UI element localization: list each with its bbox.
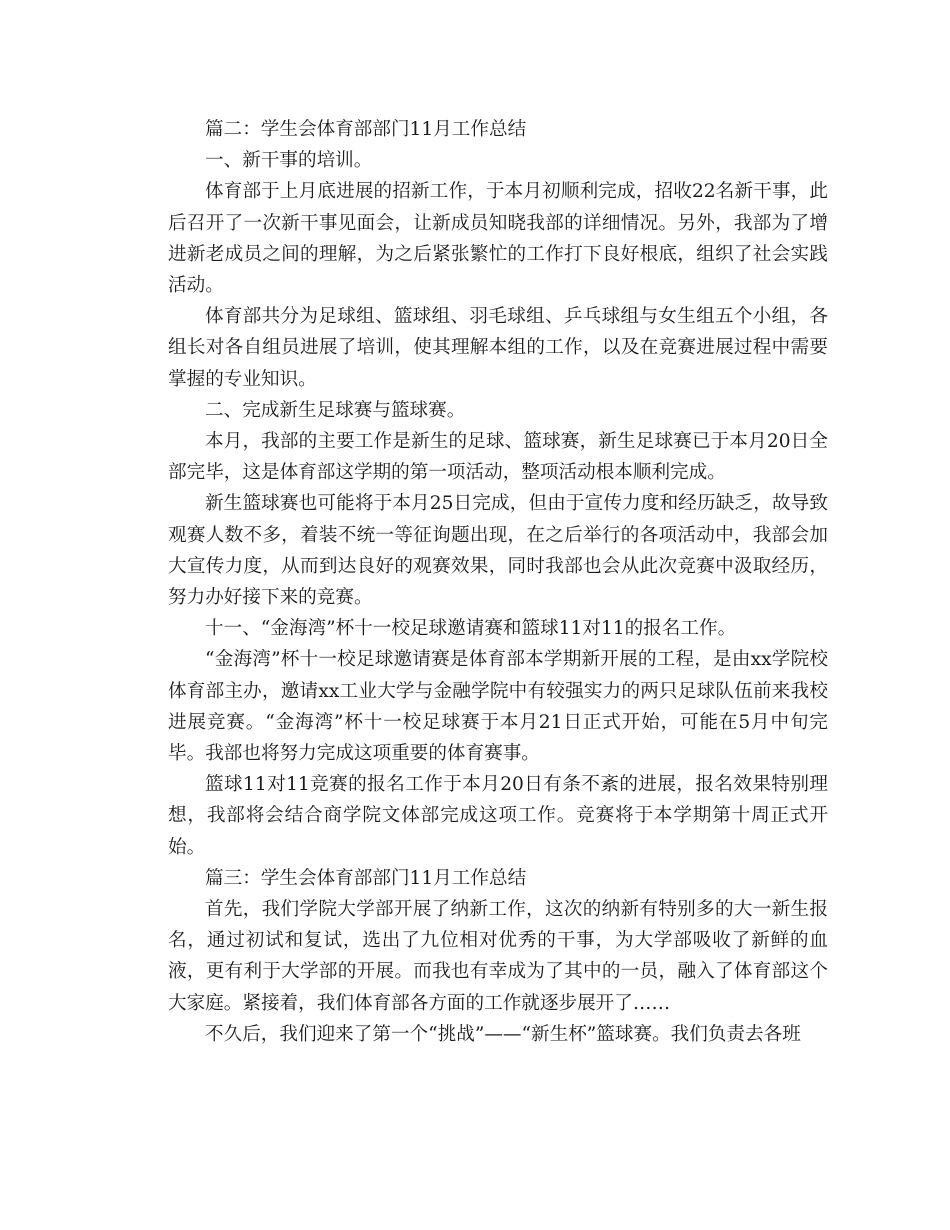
- paragraph-challenge: 不久后，我们迎来了第一个“挑战”——“新生杯”篮球赛。我们负责去各班: [205, 1023, 801, 1045]
- heading-freshman-matches: 二、完成新生足球赛与篮球赛。: [205, 399, 466, 421]
- paragraph-registration: 篮球11对11竞赛的报名工作于本月20日有条不紊的进展，报名效果特别理想，我部将会结合商学院文体部完成这项工作。竞赛将于本学期第十周正式开始。: [168, 774, 828, 858]
- paragraph-new-members: 首先，我们学院大学部开展了纳新工作，这次的纳新有特别多的大一新生报名，通过初试和复试，选出了九位相对优秀的干事，为大学部吸收了新鲜的血液，更有利于大学部的开展。而我也有幸成为了其中的一员，融入了体育部这个大家庭。紧接着，我们体育部各方面的工作就逐步展开了……: [168, 899, 828, 1014]
- heading-new-staff-training: 一、新干事的培训。: [205, 150, 373, 172]
- paragraph-groups: 体育部共分为足球组、篮球组、羽毛球组、乒乓球组与女生组五个小组，各组长对各自组员进展了培训，使其理解本组的工作，以及在竞赛进展过程中需要掌握的专业知识。: [168, 306, 828, 390]
- paragraph-basketball-match: 新生篮球赛也可能将于本月25日完成，但由于宣传力度和经历缺乏，故导致观赛人数不多，着装不统一等征询题出现，在之后举行的各项活动中，我部会加大宣传力度，从而到达良好的观赛效果，同时我部也会从此次竞赛中汲取经历，努力办好接下来的竞赛。: [168, 493, 828, 609]
- heading-invitational: 十一、“金海湾”杯十一校足球邀请赛和篮球11对11的报名工作。: [205, 618, 737, 640]
- paragraph-football-match: 本月，我部的主要工作是新生的足球、篮球赛，新生足球赛已于本月20日全部完毕，这是体育部这学期的第一项活动，整项活动根本顺利完成。: [168, 431, 828, 484]
- paragraph-invitational: “金海湾”杯十一校足球邀请赛是体育部本学期新开展的工程，是由xx学院校体育部主办，邀请xx工业大学与金融学院中有较强实力的两只足球队伍前来我校进展竞赛。“金海湾”杯十一校足球赛于本月21日正式开始，可能在5月中旬完毕。我部也将努力完成这项重要的体育赛事。: [168, 649, 828, 765]
- section-title-part2: 篇二：学生会体育部部门11月工作总结: [205, 119, 527, 140]
- section-title-part3: 篇三：学生会体育部部门11月工作总结: [205, 867, 527, 889]
- paragraph-recruitment: 体育部于上月底进展的招新工作，于本月初顺利完成，招收22名新干事，此后召开了一次新干事见面会，让新成员知晓我部的详细情况。另外，我部为了增进新老成员之间的理解，为之后紧张繁忙的工作打下良好根底，组织了社会实践活动。: [168, 181, 828, 297]
- document-page: [168, 114, 828, 1050]
